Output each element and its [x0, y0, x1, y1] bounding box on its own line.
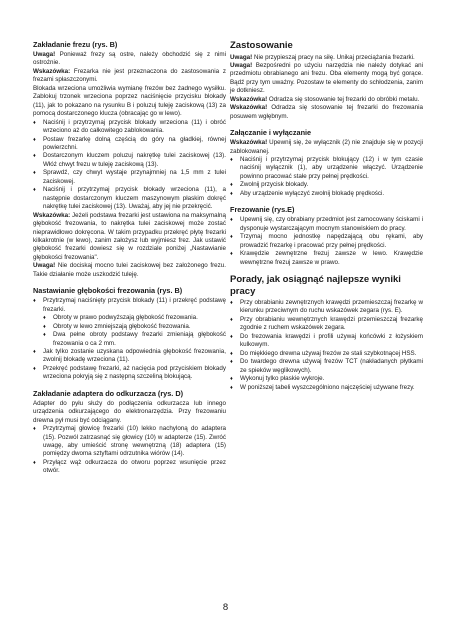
paragraph-caution-overload: Uwaga! Nie przypieszaj pracy na siłę. Unikaj przeciążania frezarki. — [230, 53, 415, 61]
list-item: ♦ Do twardego drewna używaj frezów TCT (nakładanych płytkami ze spieków węglikowych). — [230, 358, 423, 375]
list-item: ♦ Przytrzymaj naciśnięty przycisk blokady (11) i przekręć podstawę frezarki. — [33, 297, 226, 314]
list-item: ♦ Przy obrabianiu zewnętrznych krawędzi przemieszczaj frezarkę w kierunku przeciwnym do ruchu wskazówek zegara (rys. E). — [230, 299, 423, 316]
list-item: ♦ W poniższej tabeli wyszczególniono najczęściej używane frezy. — [230, 384, 423, 392]
list-item: ♦ Zwolnij przycisk blokady. — [230, 181, 423, 189]
paragraph-spindle-lock: Blokada wrzeciona umożliwia wymianę frezów bez żadnego wysiłku. Zablokuj trzonek wrzeciona poprzez naciśnięcie przycisku blokady (11), jak to pokazano na rysunku B i poluzuj tuleję zaciskową (13) za pomocą dostarczonego klucza (obracając go w lewo). — [33, 84, 226, 118]
list-item: ♦ Przekręć podstawę frezarki, aż nacięcia pod przyciskiem blokady wrzeciona pokryją się z następną szczeliną blokującą. — [33, 365, 226, 382]
heading-router-bit-fitting: Zakładanie frezu (rys. B) — [33, 40, 118, 49]
list-item: ♦ Obroty w prawo podwyższają głębokość frezowania. — [43, 314, 226, 322]
note-label: Wskazówka! — [230, 139, 268, 147]
list-switch-steps — [230, 156, 423, 198]
list-item: ♦ Przy obrabianiu wewnętrznych krawędzi przemieszczaj frezarkę zgodnie z ruchem wskazówek zegara. — [230, 316, 423, 333]
note-label: Wskazówka: — [33, 211, 71, 219]
note-label: Uwaga! — [230, 61, 253, 69]
list-item: ♦ Naciśnij i przytrzymaj przycisk blokady wrzeciona (11), a następnie dostarczonym kluczem maszynowym płaskim dokręć nakrętkę tulei zaciskowej (13). Uważaj, aby jej nie przekręcić. — [33, 186, 226, 211]
list-item: ♦ Naciśnij i przytrzymaj przycisk blokujący (12) i w tym czasie naciśnij wyłącznik (1), aby urządzenie włączyć. Urządzenie powinno pracować stałe przy pełnej prędkości. — [230, 156, 423, 181]
list-depth-substeps — [33, 314, 226, 348]
list-item: ♦ Trzymaj mocno jednostkę napędzającą obu rękami, aby prowadzić frezarkę i pracować przy pełnej prędkości. — [230, 233, 423, 250]
heading-best-results-tips: Porady, jak osiągnąć najlepsze wyniki pracy — [230, 274, 401, 297]
paragraph-hint-flattened-bits: Wskazówka: Frezarka nie jest przeznaczona do zastosowania z frezami spłaszczonymi. — [33, 67, 226, 84]
list-item: ♦ Obroty w lewo zmniejszają głębokość frezowania. — [43, 323, 226, 331]
list-item: ♦ Naciśnij i przytrzymaj przycisk blokady wrzeciona (11) i obróć wrzeciono aż do całkowitego zablokowania. — [33, 119, 226, 136]
paragraph-hint-plunge: Wskazówka! Odradza się stosowanie tej frezarki do frezowania posuwem wgłębnym. — [230, 104, 423, 120]
list-depth-steps-b — [33, 348, 226, 382]
page-number: 8 — [222, 602, 229, 613]
list-item: ♦ Do miękkiego drewna używaj frezów ze stali szybkotnącej HSS. — [230, 350, 423, 358]
list-item: ♦ Przyłącz wąż odkurzacza do otworu poprzez wsunięcie przez otwór. — [33, 459, 226, 476]
note-label: Uwaga! — [33, 262, 56, 270]
list-item: ♦ Do frezowania krawędzi i profili używaj końcówki z łożyskiem kulkowym. — [230, 333, 423, 350]
paragraph-dust-adapter: Adapter do pyłu służy do podłączenia odkurzacza lub innego urządzenia odkurzającego do elektronarzędzia. Przy frezowaniu drewna pył musi być odciągany. — [33, 399, 226, 424]
list-depth-steps-a — [33, 297, 226, 314]
note-label: Uwaga! — [230, 53, 253, 61]
heading-usage: Zastosowanie — [230, 40, 293, 51]
note-label: Wskazówka: — [33, 67, 71, 75]
heading-switch-on-off: Załączanie i wyłączanie — [230, 128, 312, 138]
list-item: ♦ Postaw frezarkę dolną częścią do góry na gładkiej, równej powierzchni. — [33, 136, 226, 153]
list-item: ♦ Krawędzie zewnętrzne frezuj zawsze w lewo. Krawędzie wewnętrzne frezuj zawsze w prawo. — [230, 250, 423, 267]
heading-depth-setting: Nastawianie głębokości frezowania (rys. B) — [33, 286, 183, 296]
right-column — [230, 40, 423, 392]
list-item: ♦ Dostarczonym kluczem poluzuj nakrętkę tulei zaciskowej (13). Włóż chwyt frezu w tuleję zaciskową (13). — [33, 152, 226, 169]
list-item: ♦ Dwa pełne obroty podstawy frezarki zmieniają głębokość frezowania o ca 2 mm. — [43, 331, 226, 348]
paragraph-hint-switch: Wskazówka! Upewnij się, że wyłącznik (2) nie znajduje się w pozycji zablokowanej. — [230, 139, 423, 155]
paragraph-hint-metal: Wskazówka! Odradza się stosowanie tej frezarki do obróbki metalu. — [230, 95, 420, 103]
paragraph-caution-sharp: Uwaga! Ponieważ frezy są ostre, należy obchodzić się z nimi ostrożnie. — [33, 51, 226, 67]
list-item: ♦ Sprawdź, czy chwyt wystaje przynajmniej na 1,5 mm z tulei zaciskowej. — [33, 169, 226, 186]
heading-dust-adapter: Zakładanie adaptera do odkurzacza (rys. D) — [33, 388, 184, 398]
note-label: Wskazówka! — [230, 95, 268, 103]
paragraph-caution-collet: Uwaga! Nie dociskaj mocno tulei zaciskowej bez założonego frezu. Takie działanie może uszkodzić tuleję. — [33, 262, 226, 278]
list-routing-steps — [230, 216, 423, 267]
list-tips — [230, 299, 423, 392]
list-dust-adapter-steps — [33, 425, 226, 476]
paragraph-caution-hot: Uwaga! Bezpośredni po użyciu narzędzia nie należy dotykać ani przedmiotu obrabianego ani frezu. Oba elementy mogą być gorące. Bądź przy tym uważny. Pozostaw te elementy do schłodzenia, zanim je dotkniesz. — [230, 61, 423, 95]
list-item: ♦ Wykonuj tylko płaskie wykroje. — [230, 375, 423, 383]
paragraph-hint-max-depth: Wskazówka: Jeżeli podstawa frezarki jest ustawiona na maksymalną głębokość frezowania, to nakrętka tulei zaciskowej może zostać nieprawidłowo dokręcona. W takim przypadku przekręć płytę frezarki kilkakrotnie (w lewo), zanim założysz lub wyjmiesz frez. Jak ustawić głębokość frezarki dowiesz się w rozdziale poniżej „Nastawianie głębokości frezowania". — [33, 211, 226, 261]
list-item: ♦ Przytrzymaj głowicę frezarki (10) lekko nachyloną do adaptera (15). Pozwól zatrzasnąć się głowicy (10) w adapterze (15). Zwróć uwagę, aby umieścić stronę wewnętrzną (18) adaptera (15) pomiędzy dwoma sztyftami odrzutnika wiórów (14). — [33, 425, 226, 459]
note-label: Wskazówka! — [230, 104, 268, 112]
heading-routing: Frezowanie (rys.E) — [230, 205, 295, 215]
list-item: ♦ Aby urządzenie wyłączyć zwolnij blokadę prędkości. — [230, 190, 423, 198]
left-column — [33, 40, 226, 476]
list-bit-fitting-steps — [33, 119, 226, 212]
note-label: Uwaga! — [33, 51, 56, 58]
list-item: ♦ Upewnij się, czy obrabiany przedmiot jest zamocowany ściskami i dysponuje wystarczającym mocnym stanowiskiem do pracy. — [230, 216, 423, 233]
list-item: ♦ Jak tylko zostanie uzyskana odpowiednia głębokość frezowania, zwolnij blokadę wrzeciona (11). — [33, 348, 226, 365]
